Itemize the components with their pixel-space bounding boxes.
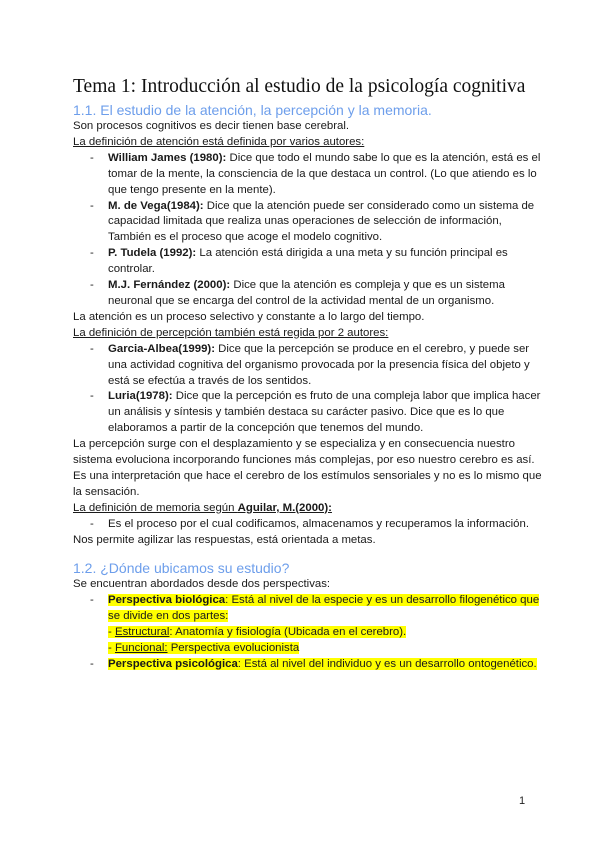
page-number: 1 <box>519 795 526 807</box>
author-name: Aguilar, M.(2000): <box>237 501 332 514</box>
list-item <box>108 517 543 533</box>
highlighted-text <box>108 594 539 622</box>
document-page <box>73 74 543 673</box>
author-name: M.J. Fernández (2000): <box>108 279 231 292</box>
list-item <box>108 199 543 247</box>
item-text: Dice que la percepción se produce en el cerebro, y puede ser una actividad cognitiva del organismo provocada por la presencia física del objeto y está se efectúa a través de los sentidos. <box>108 342 530 387</box>
section-intro: Se encuentran abordados desde dos perspectivas: <box>73 578 331 591</box>
item-text: La atención está dirigida a una meta y su función principal es controlar. <box>108 247 508 276</box>
sub-item-text: Perspectiva evolucionista <box>167 642 300 655</box>
list-item-psychological <box>108 657 543 673</box>
author-name: Garcia-Albea(1999): <box>108 342 215 355</box>
list-item <box>108 278 543 310</box>
list-item <box>108 342 543 390</box>
memory-lead-text: La definición de memoria según <box>73 501 238 514</box>
item-text: Dice que la percepción es fruto de una compleja labor que implica hacer un análisis y síntesis y también destaca su carácter pasivo. Dice que es lo que elaboramos a partir de la concepción que tenemos del mundo. <box>108 390 541 435</box>
section-intro: Son procesos cognitivos es decir tienen base cerebral. <box>73 120 350 132</box>
author-name: M. de Vega(1984): <box>108 199 204 212</box>
perception-summary: La percepción surge con el desplazamiento y se especializa y en consecuencia nuestro sistema evoluciona incorporando funciones más complejas, por eso nuestro cerebro es así. Es una interpretación que hace el cerebro de los estímulos sensoriales y no es lo mismo que la sensación. <box>73 438 542 498</box>
attention-lead: La definición de atención está definida por varios autores: <box>73 135 365 148</box>
attention-list <box>73 151 543 310</box>
perspectives-list <box>73 593 543 673</box>
perspective-label: Perspectiva biológica <box>108 594 226 607</box>
document-title: Tema 1: Introducción al estudio de la psicología cognitiva <box>73 76 526 97</box>
sub-item-structural: - Estructural: Anatomía y fisiología (Ubicada en el cerebro). <box>108 626 407 639</box>
section-heading-1-1: 1.1. El estudio de la atención, la percepción y la memoria. <box>73 102 432 118</box>
memory-list <box>73 517 543 533</box>
author-name: Luria(1978): <box>108 390 173 403</box>
list-item <box>108 389 543 437</box>
item-text: : Está al nivel del individuo y es un desarrollo ontogenético. <box>237 658 537 670</box>
attention-summary: La atención es un proceso selectivo y constante a lo largo del tiempo. <box>73 310 425 323</box>
sub-item-text: : Anatomía y fisiología (Ubicada en el cerebro). <box>169 626 407 639</box>
list-item <box>108 246 543 278</box>
perception-lead: La definición de percepción también está regida por 2 autores: <box>73 326 389 339</box>
list-item <box>108 151 543 199</box>
item-text: : Está al nivel de la especie y es un desarrollo filogenético que se divide en dos partes: <box>108 594 540 623</box>
item-text: Dice que todo el mundo sabe lo que es la atención, está es el tomar de la mente, la consciencia de la que destaca un control. (Lo que atiendo es lo que tengo presente en la mente). <box>108 151 541 196</box>
memory-summary: Nos permite agilizar las respuestas, está orientada a metas. <box>73 533 376 546</box>
sub-item-functional: - Funcional: Perspectiva evolucionista <box>108 642 300 655</box>
author-name: P. Tudela (1992): <box>108 247 197 260</box>
list-item-biological <box>108 593 543 657</box>
memory-lead <box>73 501 543 517</box>
item-text: Es el proceso por el cual codificamos, almacenamos y recuperamos la información. <box>108 517 530 530</box>
sub-item-label: Estructural <box>114 626 170 639</box>
author-name: William James (1980): <box>108 151 227 164</box>
item-text: Dice que la atención es compleja y que es un sistema neuronal que se encarga del control de la actividad mental de un organismo. <box>108 279 505 307</box>
perspective-label: Perspectiva psicológica <box>108 658 238 670</box>
highlighted-text <box>108 658 537 670</box>
sub-item-label: Funcional: <box>114 642 168 655</box>
perception-list <box>73 342 543 437</box>
item-text: Dice que la atención puede ser considerado como un sistema de capacidad limitada que realiza unas operaciones de selección de información, También es el proceso que acoge el modelo cognitivo. <box>108 199 535 244</box>
section-heading-1-2: 1.2. ¿Dónde ubicamos su estudio? <box>73 560 290 577</box>
